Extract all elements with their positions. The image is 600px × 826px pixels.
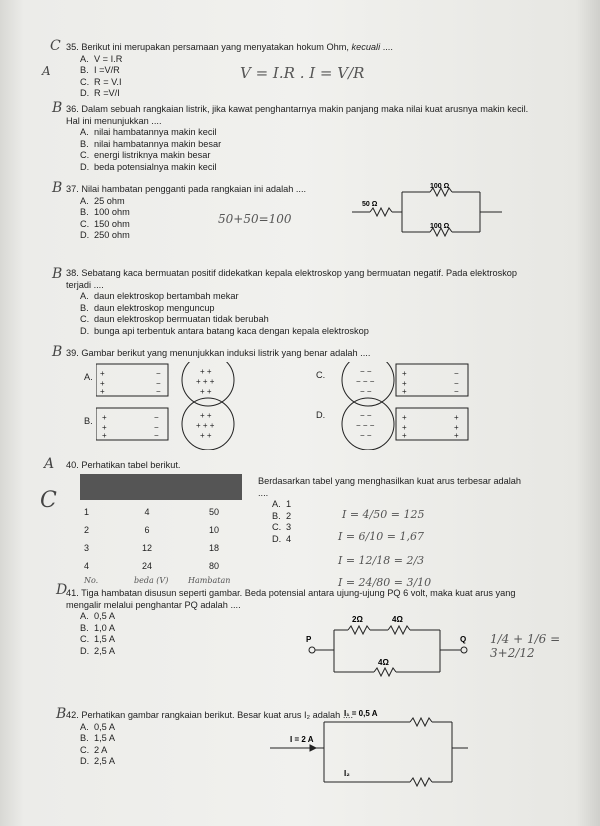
question-40: 40. Perhatikan tabel berikut. xyxy=(66,460,181,470)
svg-text:+ +: + + xyxy=(200,411,212,420)
svg-text:+ + +: + + + xyxy=(196,377,215,386)
table-row: 2 6 10 xyxy=(84,525,219,535)
question-40-right: Berdasarkan tabel yang menghasilkan kuat arus terbesar adalah .... A. 1 B. 2 C. 3 D. 4 xyxy=(258,476,522,544)
svg-text:−: − xyxy=(154,423,159,432)
handwriting-35: V = I.R . I = V/R xyxy=(240,64,365,82)
answer-mark-37: B xyxy=(52,180,63,196)
svg-text:−: − xyxy=(156,379,161,388)
svg-text:−: − xyxy=(154,413,159,422)
svg-text:+: + xyxy=(102,413,107,422)
svg-text:I₂: I₂ xyxy=(344,769,350,778)
svg-text:100 Ω: 100 Ω xyxy=(430,183,450,190)
svg-text:Q: Q xyxy=(460,635,467,644)
work-40-4: I = 24/80 = 3/10 xyxy=(338,576,432,589)
q39-label-d: D. xyxy=(316,410,326,420)
work-41: 1/4 + 1/6 = 3+2/12 xyxy=(490,632,561,660)
question-37: 37. Nilai hambatan pengganti pada rangkaian ini adalah .... A. 25 ohm B. 100 ohm C. 150 ohm D. 250 ohm xyxy=(66,184,307,240)
answer-mark-42: B xyxy=(56,706,67,722)
question-38: 38. Sebatang kaca bermuatan positif didekatkan kepala elektroskop yang bermuatan negatif. Pada elektroskop terjadi .... A. daun elektroskop bertambah mekar B. daun elektroskop menguncup C. daun elektroskop bermuatan tidak berubah D. bunga api terbentuk antara batang kaca dengan kepala elektroskop xyxy=(66,268,518,336)
question-41: 41. Tiga hambatan disusun seperti gambar. Beda potensial antara ujung-ujung PQ 6 volt, maka kuat arus yang mengalir melalui penghantar PQ adalah .... A. 0,5 A B. 1,0 A C. 1,5 A D. 2,5 A xyxy=(66,588,516,656)
svg-text:I₁ = 0,5 A: I₁ = 0,5 A xyxy=(344,709,378,718)
answer-mark-39: B xyxy=(52,344,63,360)
svg-text:P: P xyxy=(306,635,312,644)
table-note-beda: beda (V) xyxy=(134,576,169,585)
svg-text:+ +: + + xyxy=(200,367,212,376)
answer-mark-36: B xyxy=(52,100,63,116)
svg-text:+: + xyxy=(102,431,107,440)
svg-text:+: + xyxy=(454,423,459,432)
question-36: 36. Dalam sebuah rangkaian listrik, jika kawat penghantarnya makin panjang maka nilai kuat arusnya makin kecil. Hal ini menunjukkan .... A. nilai hambatannya makin kecil B. nilai hambatannya makin besar C. energi listriknya makin besar D. beda potensialnya makin kecil xyxy=(66,104,529,172)
svg-text:+: + xyxy=(402,431,407,440)
work-40-2: I = 6/10 = 1,67 xyxy=(338,530,424,543)
svg-text:+ +: + + xyxy=(200,431,212,440)
svg-text:− − −: − − − xyxy=(356,377,375,386)
svg-text:4Ω: 4Ω xyxy=(378,658,389,667)
svg-text:−: − xyxy=(156,387,161,396)
option-d: D. R =V/I xyxy=(80,88,120,98)
svg-text:+: + xyxy=(402,413,407,422)
svg-text:+: + xyxy=(100,387,105,396)
handwriting-37: 50+50=100 xyxy=(218,212,292,226)
svg-text:+: + xyxy=(402,387,407,396)
table-header xyxy=(80,474,242,500)
question-42: 42. Perhatikan gambar rangkaian berikut. Besar kuat arus I₂ adalah .... A. 0,5 A B. 1,5 A C. 2 A D. 2,5 A xyxy=(66,710,354,766)
svg-text:−: − xyxy=(156,369,161,378)
q39-label-c: C. xyxy=(316,370,326,380)
circuit-42 xyxy=(270,702,470,802)
work-40-3: I = 12/18 = 2/3 xyxy=(338,554,425,567)
option-b: B. I =V/R xyxy=(80,65,120,75)
svg-text:+: + xyxy=(402,379,407,388)
svg-text:− − −: − − − xyxy=(356,421,375,430)
svg-text:− −: − − xyxy=(360,431,372,440)
big-mark-40: C xyxy=(40,488,57,513)
svg-text:+: + xyxy=(454,413,459,422)
svg-text:+: + xyxy=(402,369,407,378)
table-note-hambatan: Hambatan xyxy=(188,576,231,585)
svg-text:+ +: + + xyxy=(200,387,212,396)
svg-text:− −: − − xyxy=(360,387,372,396)
answer-mark-35: C xyxy=(50,38,61,54)
svg-text:+: + xyxy=(100,369,105,378)
svg-text:− −: − − xyxy=(360,411,372,420)
circuit-37 xyxy=(352,178,512,246)
svg-text:+: + xyxy=(100,379,105,388)
svg-text:+: + xyxy=(454,431,459,440)
question-35: 35. Berikut ini merupakan persamaan yang menyatakan hokum Ohm, kecuali .... A. V = I.R B. I =V/R C. R = V.I D. R =V/I xyxy=(66,42,393,98)
table-row: 4 24 80 xyxy=(84,561,219,571)
table-note-no: No. xyxy=(84,576,99,585)
answer-mark-40: A xyxy=(44,456,55,472)
answer-mark-38: B xyxy=(52,266,63,282)
svg-text:−: − xyxy=(454,387,459,396)
answer-mark-41: D xyxy=(56,582,68,598)
svg-text:2Ω: 2Ω xyxy=(352,615,363,624)
work-40-1: I = 4/50 = 125 xyxy=(342,508,425,521)
svg-text:+ + +: + + + xyxy=(196,421,215,430)
svg-text:4Ω: 4Ω xyxy=(392,615,403,624)
option-a: A. V = I.R xyxy=(80,53,123,64)
svg-text:+: + xyxy=(402,423,407,432)
svg-text:I = 2 A: I = 2 A xyxy=(290,735,314,744)
svg-text:− −: − − xyxy=(360,367,372,376)
svg-text:−: − xyxy=(454,369,459,378)
q39-label-b: B. xyxy=(84,416,93,426)
table-row: 3 12 18 xyxy=(84,543,219,553)
table-row: 1 4 50 xyxy=(84,507,219,517)
svg-text:−: − xyxy=(154,431,159,440)
svg-text:50 Ω: 50 Ω xyxy=(362,201,378,208)
induction-diagrams xyxy=(96,362,496,450)
option-c: C. R = V.I xyxy=(80,76,122,87)
svg-text:+: + xyxy=(102,423,107,432)
svg-text:100 Ω: 100 Ω xyxy=(430,223,450,230)
q39-label-a: A. xyxy=(84,372,93,382)
side-mark-35: A xyxy=(42,64,51,78)
circuit-41 xyxy=(304,610,474,682)
table-40 xyxy=(80,503,248,575)
svg-text:−: − xyxy=(454,379,459,388)
question-39: 39. Gambar berikut yang menunjukkan induksi listrik yang benar adalah .... xyxy=(66,348,371,358)
